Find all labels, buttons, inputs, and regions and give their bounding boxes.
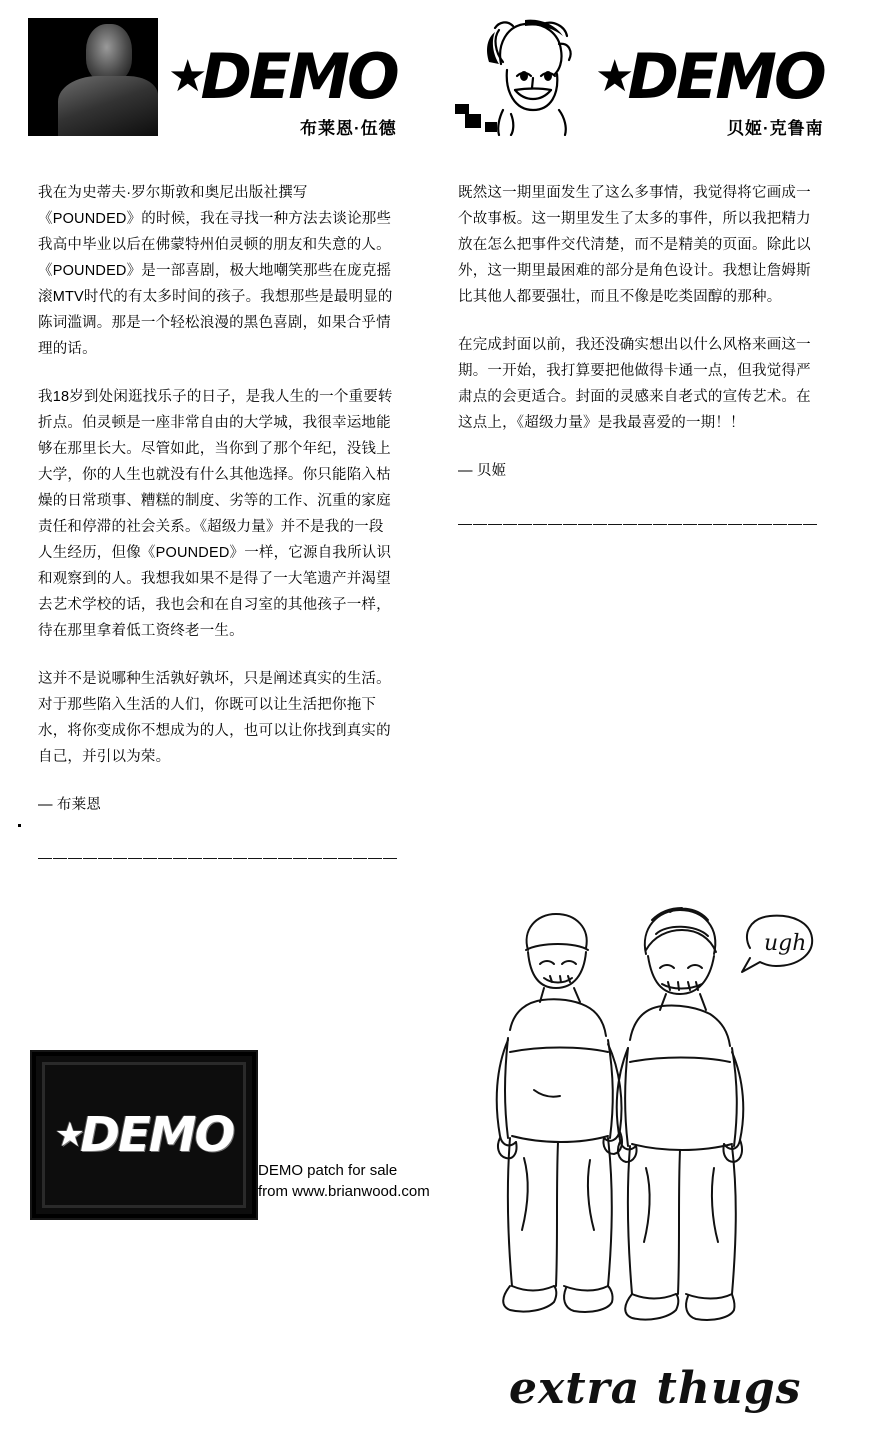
star-icon: ★ (54, 1115, 84, 1155)
essay-column-right (458, 180, 818, 536)
credit-text-becky (595, 18, 824, 139)
demo-logo-text: DEMO (200, 40, 397, 113)
paragraph: 我18岁到处闲逛找乐子的日子，是我人生的一个重要转折点。伯灵顿是一座非常自由的大学城，我很幸运地能够在那里长大。尽管如此，当你到了那个年纪，没钱上大学，你的人生也就没有什么其他选择。你只能陷入枯燥的日常琐事、糟糕的制度、劣等的工作、沉重的家庭责任和停滞的社会关系。《超级力量》并不是我的一段人生经历，但像《POUNDED》一样，它源自我所认识和观察到的人。我想我如果不是得了一大笔遗产并渴望去艺术学校的话，我也会和在自习室的其他孩子一样，待在那里拿着低工资终老一生。 (38, 389, 393, 639)
essay-column-left (38, 180, 398, 870)
signature-brian: — 布莱恩 (38, 797, 102, 813)
credit-brian-wood (28, 18, 397, 139)
patch-demo-logo (55, 1107, 234, 1163)
speech-bubble-text: ugh (764, 931, 807, 956)
credit-name-becky: 贝姬·克鲁南 (727, 119, 824, 138)
demo-logo-brian (168, 40, 397, 113)
paragraph: 我在为史蒂夫·罗尔斯敦和奥尼出版社撰写《POUNDED》的时候，我在寻找一种方法去谈论那些我高中毕业以后在佛蒙特州伯灵顿的朋友和失意的人。《POUNDED》是一部喜剧，极大地嘲笑那些在庞克摇滚MTV时代的有太多时间的孩子。我想那些是最明显的陈词滥调。那是一个轻松浪漫的黑色喜剧，如果合乎情理的话。 (38, 185, 393, 357)
paragraph: 这并不是说哪种生活孰好孰坏，只是阐述真实的生活。对于那些陷入生活的人们，你既可以让生活把你拖下水，将你变成你不想成为的人，也可以让你找到真实的自己，并引以为荣。 (38, 671, 391, 765)
patch-caption-line2: from www.brianwood.com (258, 1183, 430, 1200)
demo-patch-artwork (32, 1052, 256, 1218)
sketch-caption (505, 1355, 805, 1425)
patch-caption (258, 1160, 430, 1202)
handwritten-caption (505, 1355, 805, 1425)
page-speck (18, 824, 21, 827)
credit-becky-cloonan (455, 18, 824, 139)
divider-right: ———————————————————————— (458, 515, 818, 531)
thugs-line-art (470, 890, 840, 1360)
paragraph: 既然这一期里面发生了这么多事情，我觉得将它画成一个故事板。这一期里发生了太多的事件，所以我把精力放在怎么把事件交代清楚，而不是精美的页面。除此以外，这一期里最困难的部分是角色设计。我想让詹姆斯比其他人都要强壮，而且不像是吃类固醇的那种。 (458, 185, 811, 305)
becky-face-art (455, 18, 585, 136)
star-icon: ★ (595, 51, 632, 102)
signature-becky: — 贝姬 (458, 463, 507, 479)
demo-logo-becky (595, 40, 824, 113)
patch-demo-text: DEMO (80, 1107, 234, 1163)
character-sketch-two-thugs (470, 890, 840, 1360)
star-icon: ★ (168, 51, 205, 102)
credit-text-brian (168, 18, 397, 139)
portrait-photo-brian (28, 18, 158, 136)
patch-caption-line1: DEMO patch for sale (258, 1162, 398, 1179)
portrait-drawing-becky (455, 18, 585, 136)
paragraph: 在完成封面以前，我还没确实想出以什么风格来画这一期。一开始，我打算要把他做得卡通一点，但我觉得严肃点的会更适合。封面的灵感来自老式的宣传艺术。在这点上，《超级力量》是我最喜爱的一期！！ (458, 337, 811, 431)
demo-logo-text: DEMO (627, 40, 824, 113)
divider-left: ———————————————————————— (38, 849, 398, 865)
credit-name-brian: 布莱恩·伍德 (300, 119, 397, 138)
svg-text:extra thugs: extra thugs (509, 1363, 802, 1414)
